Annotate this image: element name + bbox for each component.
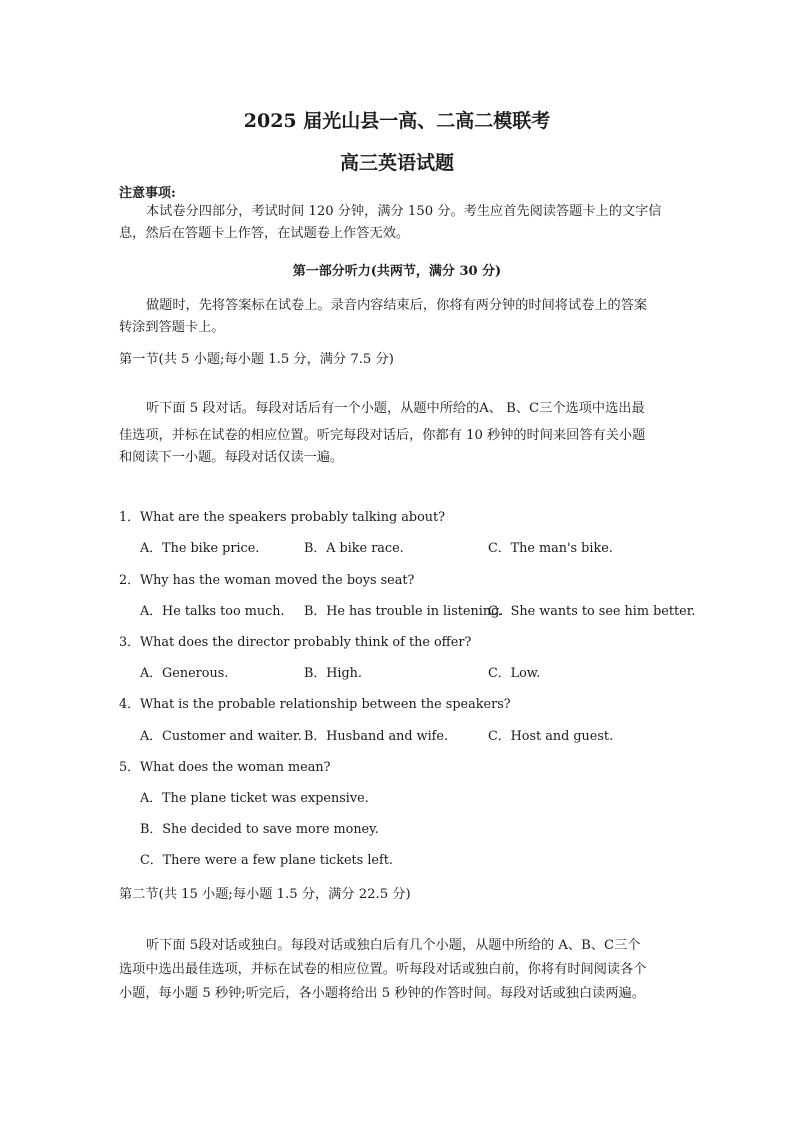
exam-title: 2025 届光山县一高、二高二模联考 [243,110,551,132]
question-2-option-a: A．He talks too much. [140,604,285,619]
question-3-option-a: A．Generous. [140,666,229,681]
question-2-option-b: B．He has trouble in listening. [304,604,504,619]
question-1-option-a: A．The bike price. [140,541,260,556]
question-5-option-b: B．She decided to save more money. [140,822,379,837]
question-3-option-b: B．High. [304,666,362,681]
question-5: 5．What does the woman mean? [119,760,331,775]
question-4-option-c: C．Host and guest. [488,729,614,744]
question-4-option-a: A．Customer and waiter. [140,729,302,744]
question-4-option-b: B．Husband and wife. [304,729,449,744]
part1-heading: 第一部分听力(共两节，满分 30 分) [292,264,502,279]
notice-line-2: 息，然后在答题卡上作答，在试题卷上作答无效。 [119,226,410,241]
question-2-option-c: C．She wants to see him better. [488,604,696,619]
section1-heading: 第一节(共 5 小题;每小题 1.5 分，满分 7.5 分) [119,352,394,367]
question-5-option-c: C．There were a few plane tickets left. [140,853,393,868]
part1-intro-line-2: 转涂到答题卡上。 [119,320,225,335]
question-3-option-c: C．Low. [488,666,541,681]
section2-intro-line-1: 听下面 5段对话或独白。每段对话或独白后有几个小题，从题中所给的 A、B、C三个 [146,938,641,953]
section1-intro-line-2: 佳选项，并标在试卷的相应位置。听完每段对话后，你都有 10 秒钟的时间来回答有关小题 [119,428,646,443]
section1-intro-line-1: 听下面 5 段对话。每段对话后有一个小题，从题中所给的A、 B、C三个选项中选出最 [146,401,645,416]
section1-intro-line-3: 和阅读下一小题。每段对话仅读一遍。 [119,450,344,465]
notice-heading: 注意事项: [119,186,176,201]
question-1-option-c: C．The man's bike. [488,541,613,556]
question-5-option-a: A．The plane ticket was expensive. [140,791,369,806]
part1-intro-line-1: 做题时，先将答案标在试卷上。录音内容结束后，你将有两分钟的时间将试卷上的答案 [146,298,648,313]
section2-intro-line-2: 选项中选出最佳选项，并标在试卷的相应位置。听每段对话或独白前，你将有时间阅读各个 [119,962,647,977]
question-2: 2．Why has the woman moved the boys seat? [119,573,415,588]
question-3: 3．What does the director probably think of the offer? [119,635,472,650]
question-1: 1．What are the speakers probably talking about? [119,510,446,525]
section2-intro-line-3: 小题，每小题 5 秒钟;听完后，各小题将给出 5 秒钟的作答时间。每段对话或独白读两遍。 [119,986,645,1001]
question-1-option-b: B．A bike race. [304,541,404,556]
section2-heading: 第二节(共 15 小题;每小题 1.5 分，满分 22.5 分) [119,887,411,902]
notice-line-1: 本试卷分四部分，考试时间 120 分钟，满分 150 分。考生应首先阅读答题卡上的文字信 [146,204,662,219]
question-4: 4．What is the probable relationship between the speakers? [119,697,511,712]
exam-subtitle: 高三英语试题 [339,152,454,174]
